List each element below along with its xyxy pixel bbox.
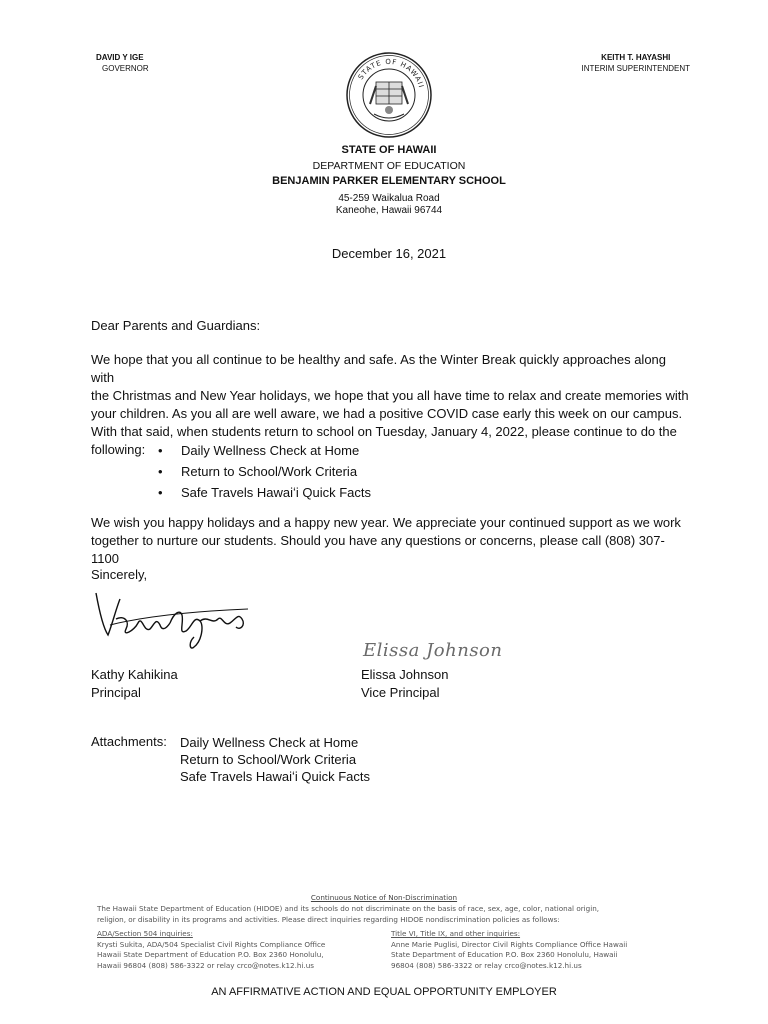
superintendent-block: [582, 52, 690, 74]
footer-contact-line: Hawaii State Department of Education P.O. Box 2360 Honolulu,: [97, 950, 324, 959]
employer-statement: AN AFFIRMATIVE ACTION AND EQUAL OPPORTUNITY EMPLOYER: [211, 986, 557, 998]
attachment-item: Safe Travels Hawaiʻi Quick Facts: [180, 769, 371, 784]
governor-block: [96, 52, 149, 74]
attachment-item: Daily Wellness Check at Home: [180, 735, 359, 750]
paragraph-1-line: your children. As you all are well aware, we had a positive COVID case early this week on our campus.: [91, 406, 683, 421]
svg-text:STATE OF HAWAII: STATE OF HAWAII: [356, 57, 426, 90]
footer-ada-heading: ADA/Section 504 inquiries:: [97, 929, 193, 938]
paragraph-2-line: We wish you happy holidays and a happy new year. We appreciate your continued support as we work: [91, 515, 681, 530]
paragraph-2: [91, 514, 691, 568]
footer-contact-line: Krysti Sukita, ADA/504 Specialist Civil Rights Compliance Office: [97, 939, 326, 949]
paragraph-1-line: the Christmas and New Year holidays, we hope that you all have time to relax and create memories with: [91, 388, 689, 403]
governor-title: GOVERNOR: [102, 64, 149, 73]
footer-title: Continuous Notice of Non-Discrimination: [310, 893, 458, 902]
footer-contact-line: 96804 (808) 586-3322 or relay crco@notes.k12.hi.us: [391, 960, 582, 970]
signer-title: Principal: [91, 685, 141, 700]
letterhead-department: DEPARTMENT OF EDUCATION: [312, 160, 466, 172]
letterhead-state: STATE OF HAWAII: [341, 144, 437, 156]
signer-principal: [91, 666, 178, 702]
footer-title-vi-heading: Title VI, Title IX, and other inquiries:: [391, 929, 521, 938]
bullet-list: [158, 440, 371, 503]
footer-paragraph: [97, 904, 677, 925]
principal-signature: [90, 585, 255, 655]
governor-name: DAVID Y IGE: [96, 53, 144, 62]
superintendent-title: INTERIM SUPERINTENDENT: [581, 64, 690, 73]
footer-contact-line: Anne Marie Puglisi, Director Civil Rights Compliance Office Hawaii: [391, 939, 628, 949]
attachment-item: Return to School/Work Criteria: [180, 752, 357, 767]
attachments-list: [180, 734, 370, 785]
footer-paragraph-line: religion, or disability in its programs and activities. Please direct inquiries regarding HIDOE nondiscrimination policies as follows:: [97, 914, 560, 924]
paragraph-1-line: With that said, when students return to school on Tuesday, January 4, 2022, please continue to do the: [91, 424, 677, 439]
footer-title-vi-contact: [391, 929, 681, 971]
letterhead-school: BENJAMIN PARKER ELEMENTARY SCHOOL: [272, 175, 506, 187]
list-item: • Safe Travels Hawaiʻi Quick Facts: [158, 482, 371, 503]
footer-contact-line: State Department of Education P.O. Box 2360 Honolulu, Hawaii: [391, 950, 618, 959]
vice-principal-signature: Elissa Johnson: [363, 640, 503, 661]
letter-date: December 16, 2021: [331, 246, 447, 261]
letterhead-address-line2: Kaneohe, Hawaii 96744: [335, 205, 443, 216]
footer-paragraph-line: The Hawaii State Department of Education (HIDOE) and its schools do not discriminate on the basis of race, sex, age, color, national origin,: [97, 904, 600, 913]
footer-contact-line: Hawaii 96804 (808) 586-3322 or relay crco@notes.k12.hi.us: [97, 960, 315, 970]
signer-title: Vice Principal: [361, 685, 440, 700]
attachments-label: Attachments:: [91, 734, 167, 749]
list-item: • Daily Wellness Check at Home: [158, 440, 371, 461]
superintendent-name: KEITH T. HAYASHI: [601, 53, 671, 62]
footer-ada-contact: [97, 929, 382, 971]
list-item: • Return to School/Work Criteria: [158, 461, 371, 482]
paragraph-1-line: following:: [91, 442, 146, 457]
letterhead-address-line1: 45-259 Waikalua Road: [338, 193, 440, 204]
paragraph-1-line: We hope that you all continue to be healthy and safe. As the Winter Break quickly approaches along with: [91, 352, 667, 385]
salutation: Dear Parents and Guardians:: [91, 318, 261, 333]
paragraph-2-line: together to nurture our students. Should you have any questions or concerns, please call (808) 307-1100: [91, 533, 665, 566]
signer-name: Kathy Kahikina: [91, 667, 178, 682]
signer-name: Elissa Johnson: [361, 667, 449, 682]
state-seal-icon: [346, 52, 432, 138]
closing: Sincerely,: [91, 567, 148, 582]
signer-vice-principal: [361, 666, 448, 702]
